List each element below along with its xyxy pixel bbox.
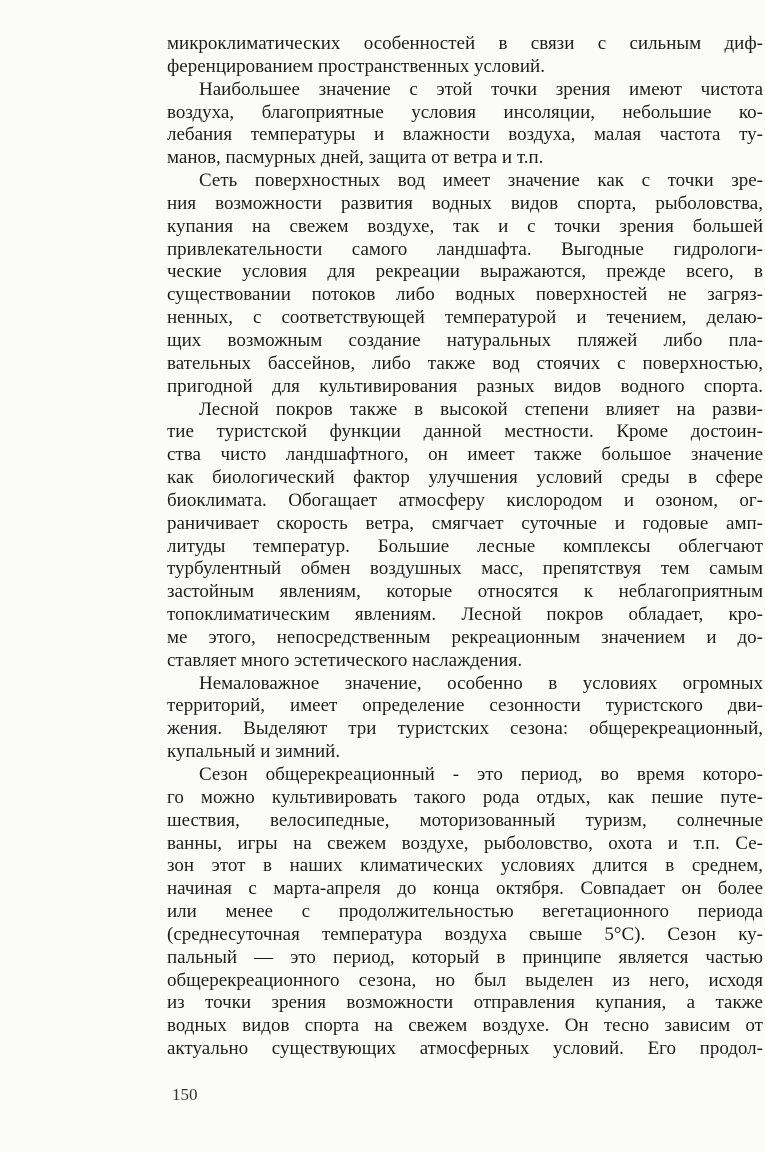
text-line: микроклиматических особенностей в связи с сильным диф- [167,33,763,54]
text-line: манов, пасмурных дней, защита от ветра и т.п. [167,147,544,169]
text-line: ненных, с соответствующей температурой и течением, делаю- [167,307,763,329]
page-text [167,33,763,1061]
text-line: существовании потоков либо водных поверхностей не загряз- [167,284,763,306]
text-line: (среднесуточная температура воздуха свыше 5°С). Сезон ку- [167,923,763,945]
text-line: или менее с продолжительностью вегетационного периода [167,901,763,923]
text-line: зон этот в наших климатических условиях длится в среднем, [167,855,763,877]
text-line: как биологический фактор улучшения условий среды в сфере [167,467,763,489]
text-line: раничивает скорость ветра, смягчает суточные и годовые амп- [167,512,763,534]
text-line: общерекреационного сезона, но был выделен из него, исходя [167,969,763,991]
text-line: топоклиматическим явлениям. Лесной покров обладает, кро- [167,604,763,626]
text-line: турбулентный обмен воздушных масс, препятствуя тем самым [167,558,763,580]
text-line: актуально существующих атмосферных условий. Его продол- [167,1038,763,1060]
text-line: пальный — это период, который в принципе является частью [167,946,763,968]
text-line: ства чисто ландшафтного, он имеет также большое значение [167,444,763,466]
text-line: ванны, игры на свежем воздухе, рыболовство, охота и т.п. Се- [167,832,763,854]
text-line: начиная с марта-апреля до конца октября. Совпадает он более [167,878,763,900]
text-line: ния возможности развития водных видов спорта, рыболовства, [167,192,763,214]
text-line: вательных бассейнов, либо также вод стоячих с поверхностью, [167,352,763,374]
text-line: пригодной для культивирования разных видов водного спорта. [167,375,763,397]
text-line: территорий, имеет определение сезонности туристского дви- [167,695,763,717]
text-line: тие туристской функции данной местности. Кроме достоин- [167,421,763,443]
text-line: Лесной покров также в высокой степени влияет на разви- [199,398,763,420]
text-line: Наибольшее значение с этой точки зрения имеют чистота [199,78,763,100]
text-line: Сезон общерекреационный - это период, во время которо- [199,764,763,785]
text-line: ставляет много эстетического наслаждения. [167,649,523,671]
text-line: ческие условия для рекреации выражаются, прежде всего, в [167,261,763,283]
text-line: биоклимата. Обогащает атмосферу кислородом и озоном, ог- [167,489,763,511]
text-line: водных видов спорта на свежем воздухе. Он тесно зависим от [167,1015,763,1037]
text-line: застойным явлениям, которые относятся к неблагоприятным [167,581,763,603]
text-line: лебания температуры и влажности воздуха, малая частота ту- [167,124,763,146]
text-line: Сеть поверхностных вод имеет значение как с точки зре- [199,170,763,192]
text-line: воздуха, благоприятные условия инсоляции, небольшие ко- [167,101,763,123]
text-line: жения. Выделяют три туристских сезона: общерекреационный, [167,718,763,740]
text-line: литуды температур. Большие лесные комплексы облегчают [167,535,763,557]
page-number: 150 [172,1085,198,1104]
text-line: привлекательности самого ландшафта. Выгодные гидрологи- [167,238,763,260]
text-line: купальный и зимний. [167,741,341,763]
text-line: Немаловажное значение, особенно в условиях огромных [199,672,763,694]
text-line: ме этого, непосредственным рекреационным значением и до- [167,626,763,648]
text-line: щих возможным создание натуральных пляжей либо пла- [167,329,763,351]
text-line: из точки зрения возможности отправления купания, а также [167,992,763,1014]
text-line: купания на свежем воздухе, так и с точки зрения большей [167,215,763,237]
text-line: ференцированием пространственных условий. [167,55,545,77]
text-line: шествия, велосипедные, моторизованный туризм, солнечные [167,809,763,831]
text-line: го можно культивировать такого рода отдых, как пешие путе- [167,786,763,808]
